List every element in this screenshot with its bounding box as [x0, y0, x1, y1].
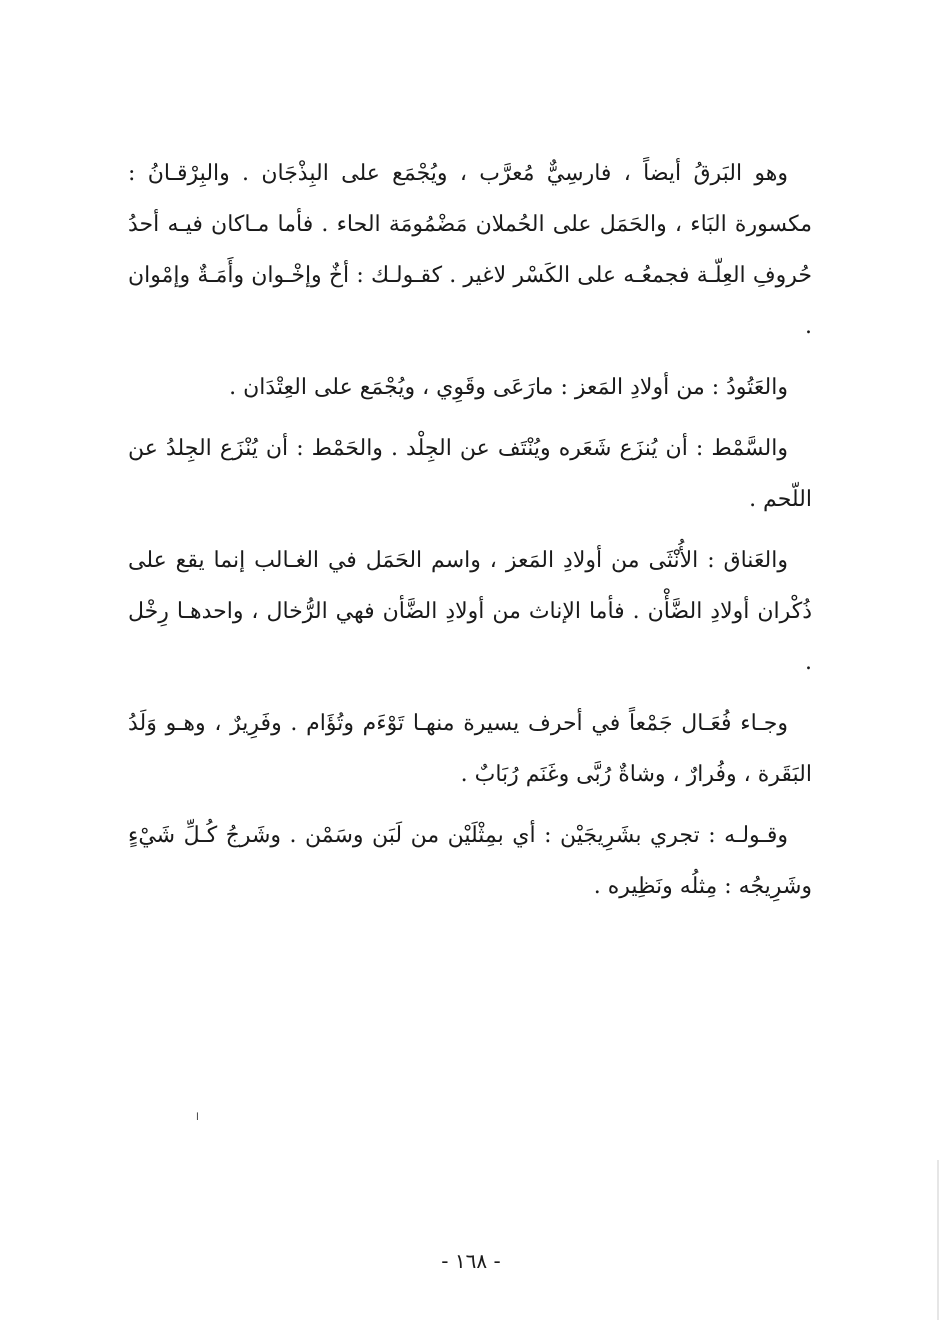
page-number: - ١٦٨ -: [441, 1249, 501, 1273]
paragraph-samt: والسَّمْط : أن يُنزَع شَعَره ويُنْتَف عن الجِلْد . والحَمْط : أن يُنْزَع الجِلدُ عن اللّحم .: [128, 436, 812, 512]
paragraph-fuaal: وجـاء فُعَـال جَمْعاً في أحرف يسيرة منهـا تَوْءَم وتُؤَام . وفَرِيرٌ ، وهـو وَلَدُ البَقَرة ، وفُرارٌ ، وشاةٌ رُبَّى وغَنَم رُبَابٌ .: [128, 711, 812, 787]
paragraph-barq: وهو البَرقُ أيضاً ، فارسِيٌّ مُعرَّب ، ويُجْمَع على البِذْجَان . والبِرْقـانُ : مكسورة البَاء ، والحَمَل على الحُملان مَضْمُومَة الحاء . فأما مـاكان فيـه أحدُ حُروفِ العِلّـة فجمعُـه على الكَسْر لاغير . كقـولـك : أخٌ وإخْـوان وأَمَـةٌ وإمْوان .: [128, 161, 812, 339]
body-text: [128, 148, 812, 922]
scan-edge-line: [937, 1160, 939, 1320]
paragraph-anaq: والعَناق : الأُنْثَى من أولادِ المَعز ، واسم الحَمَل في الغـالب إنما يقع على ذُكْران أولادِ الضَّأْن . فأما الإناث من أولادِ الضَّأن فهي الرُّخال ، واحدهـا رِخْل .: [128, 548, 812, 675]
stray-mark: ا: [196, 1112, 199, 1123]
paragraph-sharijayn: وقـولـه : تجري بشَرِيجَيْن : أي بمِثْلَيْن من لَبَن وسَمْن . وشَرجُ كُـلِّ شَيْءٍ وشَرِيجُه : مِثلُه ونَظِيره .: [128, 823, 812, 899]
paragraph-atud: والعَتُودُ : من أولادِ المَعز : مارَعَى وقَوِي ، ويُجْمَع على العِتْدَان .: [229, 375, 788, 400]
